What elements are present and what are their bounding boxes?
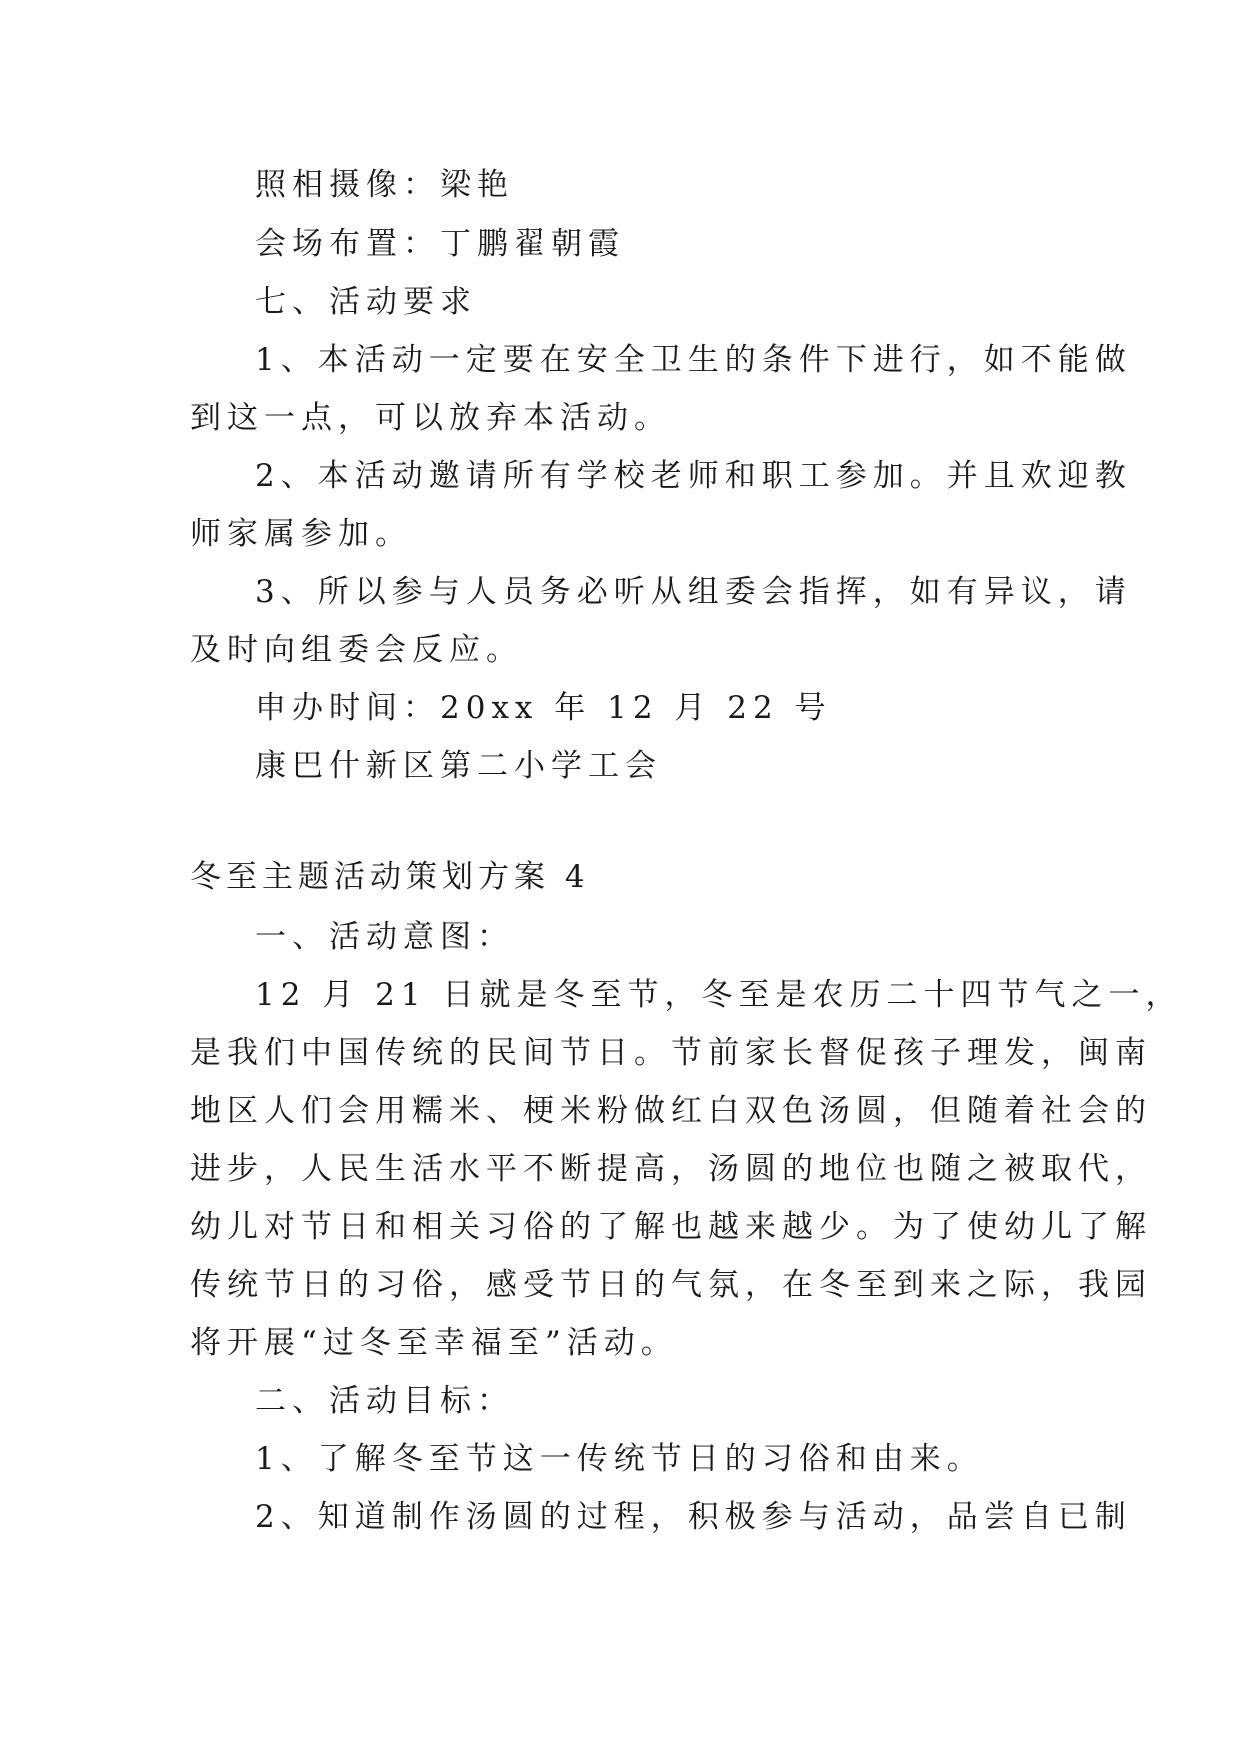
paragraph-venue-setup: 会场布置：丁鹏翟朝霞 — [255, 226, 625, 262]
section-title-plan-4: 冬至主题活动策划方案 4 — [190, 859, 590, 895]
paragraph-organizer: 康巴什新区第二小学工会 — [255, 748, 662, 784]
paragraph-requirement-2-cont: 师家属参加。 — [190, 516, 412, 552]
paragraph-intent: 12 月 21 日就是冬至节，冬至是农历二十四节气之一， — [255, 977, 1183, 1013]
paragraph-intent-cont: 幼儿对节日和相关习俗的了解也越来越少。为了使幼儿了解 — [190, 1209, 1152, 1245]
paragraph-intent-cont: 进步，人民生活水平不断提高，汤圆的地位也随之被取代， — [190, 1151, 1152, 1187]
paragraph-date: 申办时间：20xx 年 12 月 22 号 — [255, 690, 832, 726]
paragraph-requirement-3-cont: 及时向组委会反应。 — [190, 632, 523, 668]
section-heading-requirements: 七、活动要求 — [255, 284, 477, 320]
paragraph-intent-cont: 地区人们会用糯米、梗米粉做红白双色汤圆，但随着社会的 — [190, 1093, 1152, 1129]
paragraph-goal-1: 1、了解冬至节这一传统节日的习俗和由来。 — [255, 1441, 984, 1477]
paragraph-photography: 照相摄像：梁艳 — [255, 167, 514, 203]
paragraph-requirement-3: 3、所以参与人员务必听从组委会指挥，如有异议，请 — [255, 574, 1132, 610]
section-heading-goals: 二、活动目标： — [255, 1383, 514, 1419]
paragraph-requirement-2: 2、本活动邀请所有学校老师和职工参加。并且欢迎教 — [255, 458, 1132, 494]
paragraph-requirement-1: 1、本活动一定要在安全卫生的条件下进行，如不能做 — [255, 342, 1132, 378]
paragraph-intent-cont: 将开展“过冬至幸福至”活动。 — [190, 1325, 678, 1361]
paragraph-intent-cont: 传统节日的习俗，感受节日的气氛，在冬至到来之际，我园 — [190, 1267, 1152, 1303]
paragraph-goal-2: 2、知道制作汤圆的过程，积极参与活动，品尝自已制 — [255, 1499, 1132, 1535]
paragraph-intent-cont: 是我们中国传统的民间节日。节前家长督促孩子理发，闽南 — [190, 1035, 1152, 1071]
section-heading-intent: 一、活动意图： — [255, 919, 514, 955]
paragraph-requirement-1-cont: 到这一点，可以放弃本活动。 — [190, 400, 671, 436]
